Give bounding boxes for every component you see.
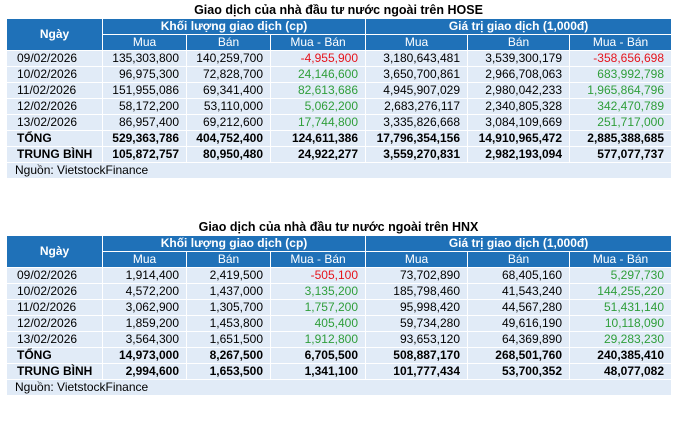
row-value: 683,992,798 xyxy=(570,67,672,83)
row-value: 1,965,864,796 xyxy=(570,83,672,99)
table-row xyxy=(7,332,672,348)
row-value: 5,062,200 xyxy=(271,99,366,115)
row-value: 73,702,890 xyxy=(366,268,468,284)
row-value: 2,966,708,063 xyxy=(468,67,570,83)
row-value: 1,912,800 xyxy=(271,332,366,348)
hose-table xyxy=(6,18,672,179)
total-value: 240,385,410 xyxy=(570,348,672,364)
header-value-buy: Mua xyxy=(366,35,468,51)
row-value: 405,400 xyxy=(271,316,366,332)
hose-title: Giao dịch của nhà đầu tư nước ngoài trên HOSE xyxy=(194,3,483,17)
row-value: 2,980,042,233 xyxy=(468,83,570,99)
total-value: 6,705,500 xyxy=(271,348,366,364)
row-value: 4,572,200 xyxy=(103,284,187,300)
row-value: 10,118,090 xyxy=(570,316,672,332)
row-value: 59,734,280 xyxy=(366,316,468,332)
row-value: 1,757,200 xyxy=(271,300,366,316)
average-row xyxy=(7,147,672,163)
row-value: 1,305,700 xyxy=(187,300,271,316)
row-date: 10/02/2026 xyxy=(7,67,103,83)
header-value-net: Mua - Bán xyxy=(570,35,672,51)
avg-value: 3,559,270,831 xyxy=(366,147,468,163)
row-value: 3,539,300,179 xyxy=(468,51,570,67)
avg-value: 1,341,100 xyxy=(271,364,366,380)
header-volume-group: Khối lượng giao dịch (cp) xyxy=(103,19,366,35)
total-value: 2,885,388,685 xyxy=(570,131,672,147)
header-volume-net: Mua - Bán xyxy=(271,35,366,51)
row-value: 1,914,400 xyxy=(103,268,187,284)
row-date: 09/02/2026 xyxy=(7,51,103,67)
avg-value: 80,950,480 xyxy=(187,147,271,163)
avg-label: TRUNG BÌNH xyxy=(7,364,103,380)
source-note: Nguồn: VietstockFinance xyxy=(7,380,672,396)
row-value: 3,062,900 xyxy=(103,300,187,316)
row-value: 96,975,300 xyxy=(103,67,187,83)
header-volume-net: Mua - Bán xyxy=(271,252,366,268)
table-row xyxy=(7,115,672,131)
row-value: 51,431,140 xyxy=(570,300,672,316)
row-value: 3,084,109,669 xyxy=(468,115,570,131)
row-date: 11/02/2026 xyxy=(7,83,103,99)
row-date: 13/02/2026 xyxy=(7,115,103,131)
total-value: 124,611,386 xyxy=(271,131,366,147)
table-row xyxy=(7,67,672,83)
header-date: Ngày xyxy=(7,19,103,51)
row-value: 2,683,276,117 xyxy=(366,99,468,115)
row-value: 140,259,700 xyxy=(187,51,271,67)
hose-body xyxy=(7,51,672,179)
row-value: 185,798,460 xyxy=(366,284,468,300)
total-value: 14,973,000 xyxy=(103,348,187,364)
total-value: 14,910,965,472 xyxy=(468,131,570,147)
total-label: TỔNG xyxy=(7,131,103,147)
row-value: 95,998,420 xyxy=(366,300,468,316)
row-date: 11/02/2026 xyxy=(7,300,103,316)
row-value: 86,957,400 xyxy=(103,115,187,131)
row-value: 4,945,907,029 xyxy=(366,83,468,99)
row-value: 53,110,000 xyxy=(187,99,271,115)
hose-section xyxy=(6,2,671,179)
total-value: 508,887,170 xyxy=(366,348,468,364)
avg-value: 24,922,277 xyxy=(271,147,366,163)
row-value: 41,543,240 xyxy=(468,284,570,300)
row-value: 3,335,826,668 xyxy=(366,115,468,131)
row-value: 24,146,600 xyxy=(271,67,366,83)
row-value: 3,564,300 xyxy=(103,332,187,348)
row-value: 29,283,230 xyxy=(570,332,672,348)
row-value: 5,297,730 xyxy=(570,268,672,284)
row-value: 2,419,500 xyxy=(187,268,271,284)
table-row xyxy=(7,83,672,99)
total-value: 529,363,786 xyxy=(103,131,187,147)
hnx-title: Giao dịch của nhà đầu tư nước ngoài trên HNX xyxy=(198,220,479,234)
total-value: 17,796,354,156 xyxy=(366,131,468,147)
header-volume-buy: Mua xyxy=(103,35,187,51)
avg-value: 577,077,737 xyxy=(570,147,672,163)
row-value: 2,340,805,328 xyxy=(468,99,570,115)
avg-value: 1,653,500 xyxy=(187,364,271,380)
row-value: 17,744,800 xyxy=(271,115,366,131)
total-label: TỔNG xyxy=(7,348,103,364)
row-value: -358,656,698 xyxy=(570,51,672,67)
hnx-table xyxy=(6,235,672,396)
row-date: 09/02/2026 xyxy=(7,268,103,284)
header-value-group: Giá trị giao dịch (1,000đ) xyxy=(366,236,672,252)
table-row xyxy=(7,268,672,284)
row-value: 1,453,800 xyxy=(187,316,271,332)
table-row xyxy=(7,300,672,316)
row-value: 72,828,700 xyxy=(187,67,271,83)
row-value: 1,859,200 xyxy=(103,316,187,332)
row-date: 12/02/2026 xyxy=(7,99,103,115)
total-row xyxy=(7,348,672,364)
source-row xyxy=(7,380,672,396)
source-row xyxy=(7,163,672,179)
avg-value: 2,982,193,094 xyxy=(468,147,570,163)
header-volume-sell: Bán xyxy=(187,252,271,268)
row-value: 3,135,200 xyxy=(271,284,366,300)
row-value: 3,180,643,481 xyxy=(366,51,468,67)
average-row xyxy=(7,364,672,380)
hnx-body xyxy=(7,268,672,396)
row-value: 44,567,280 xyxy=(468,300,570,316)
header-value-sell: Bán xyxy=(468,35,570,51)
row-value: 69,341,400 xyxy=(187,83,271,99)
header-value-net: Mua - Bán xyxy=(570,252,672,268)
header-value-group: Giá trị giao dịch (1,000đ) xyxy=(366,19,672,35)
row-value: 64,369,890 xyxy=(468,332,570,348)
row-value: 68,405,160 xyxy=(468,268,570,284)
table-row xyxy=(7,316,672,332)
table-row xyxy=(7,99,672,115)
avg-value: 48,077,082 xyxy=(570,364,672,380)
row-value: 69,212,600 xyxy=(187,115,271,131)
hnx-section xyxy=(6,219,671,396)
total-value: 8,267,500 xyxy=(187,348,271,364)
total-row xyxy=(7,131,672,147)
source-note: Nguồn: VietstockFinance xyxy=(7,163,672,179)
row-date: 12/02/2026 xyxy=(7,316,103,332)
total-value: 268,501,760 xyxy=(468,348,570,364)
header-volume-group: Khối lượng giao dịch (cp) xyxy=(103,236,366,252)
row-date: 13/02/2026 xyxy=(7,332,103,348)
table-row xyxy=(7,284,672,300)
table-row xyxy=(7,51,672,67)
row-value: 1,651,500 xyxy=(187,332,271,348)
row-date: 10/02/2026 xyxy=(7,284,103,300)
avg-value: 2,994,600 xyxy=(103,364,187,380)
row-value: 82,613,686 xyxy=(271,83,366,99)
row-value: 251,717,000 xyxy=(570,115,672,131)
header-volume-sell: Bán xyxy=(187,35,271,51)
row-value: 151,955,086 xyxy=(103,83,187,99)
header-value-sell: Bán xyxy=(468,252,570,268)
row-value: 93,653,120 xyxy=(366,332,468,348)
header-value-buy: Mua xyxy=(366,252,468,268)
total-value: 404,752,400 xyxy=(187,131,271,147)
avg-value: 53,700,352 xyxy=(468,364,570,380)
avg-label: TRUNG BÌNH xyxy=(7,147,103,163)
row-value: 3,650,700,861 xyxy=(366,67,468,83)
row-value: -505,100 xyxy=(271,268,366,284)
row-value: 135,303,800 xyxy=(103,51,187,67)
header-volume-buy: Mua xyxy=(103,252,187,268)
row-value: 1,437,000 xyxy=(187,284,271,300)
header-date: Ngày xyxy=(7,236,103,268)
row-value: 144,255,220 xyxy=(570,284,672,300)
row-value: -4,955,900 xyxy=(271,51,366,67)
avg-value: 101,777,434 xyxy=(366,364,468,380)
row-value: 49,616,190 xyxy=(468,316,570,332)
row-value: 342,470,789 xyxy=(570,99,672,115)
avg-value: 105,872,757 xyxy=(103,147,187,163)
row-value: 58,172,200 xyxy=(103,99,187,115)
